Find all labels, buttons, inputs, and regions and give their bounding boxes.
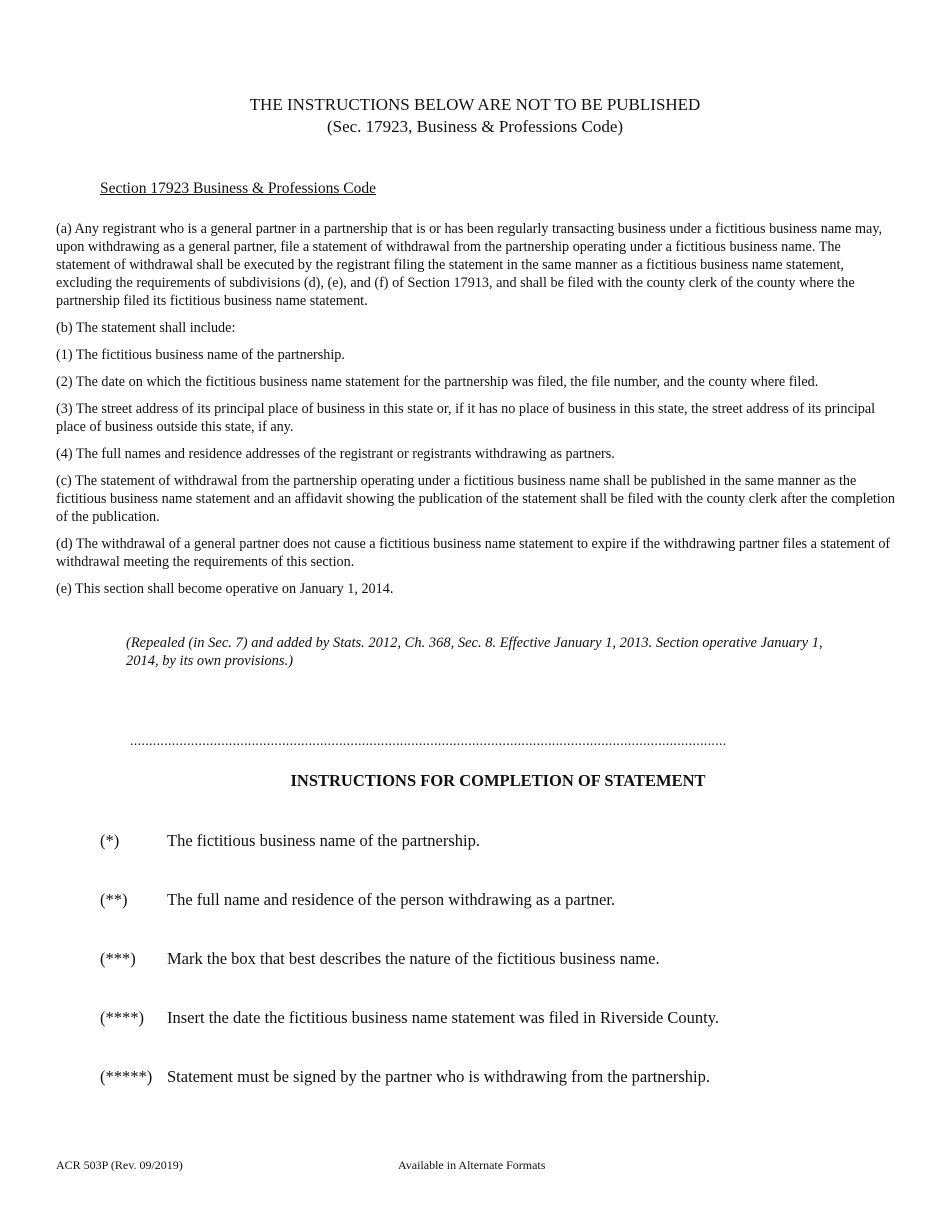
alternate-formats-note: Available in Alternate Formats — [398, 1158, 546, 1172]
paragraph-b: (b) The statement shall include: — [56, 320, 236, 336]
form-number: ACR 503P (Rev. 09/2019) — [56, 1158, 183, 1172]
paragraph-b-3: (3) The street address of its principal place of business in this state or, if it has no place of business in this state, the street address of its principal place of business outside this state, if any. — [56, 401, 876, 435]
instruction-item — [100, 889, 615, 911]
header-line-1: THE INSTRUCTIONS BELOW ARE NOT TO BE PUBLISHED — [249, 95, 701, 114]
paragraph-b-4: (4) The full names and residence addresses of the registrant or registrants withdrawing as partners. — [56, 446, 615, 462]
header-line-2: (Sec. 17923, Business & Professions Code) — [326, 117, 624, 136]
dotted-divider: ............................................................................................................................................................. — [130, 734, 727, 749]
instruction-text: Statement must be signed by the partner who is withdrawing from the partnership. — [167, 1067, 711, 1086]
instruction-mark: (***) — [100, 949, 136, 968]
paragraph-b-1: (1) The fictitious business name of the partnership. — [56, 347, 345, 363]
instruction-item — [100, 1066, 710, 1088]
instructions-title: INSTRUCTIONS FOR COMPLETION OF STATEMENT — [290, 771, 706, 790]
instruction-text: The full name and residence of the person withdrawing as a partner. — [167, 890, 616, 909]
paragraph-d: (d) The withdrawal of a general partner does not cause a fictitious business name statement to expire if the withdrawing partner files a statement of withdrawal meeting the requirements of this section. — [56, 536, 891, 570]
history-note: (Repealed (in Sec. 7) and added by Stats. 2012, Ch. 368, Sec. 8. Effective January 1, 2013. Section operative January 1, 2014, by its own provisions.) — [126, 635, 823, 669]
instruction-item — [100, 948, 660, 970]
instruction-text: The fictitious business name of the partnership. — [167, 831, 480, 850]
instruction-text: Mark the box that best describes the nature of the fictitious business name. — [167, 949, 660, 968]
instruction-mark: (*****) — [100, 1067, 153, 1086]
instruction-mark: (**) — [100, 890, 128, 909]
paragraph-c: (c) The statement of withdrawal from the partnership operating under a fictitious business name shall be published in the same manner as the fictitious business name statement and an affidavit showing the publication of the statement shall be filed with the county clerk after the completion of the publication. — [56, 473, 895, 525]
instruction-item — [100, 1007, 719, 1029]
instruction-item — [100, 830, 480, 852]
statute-text — [56, 220, 898, 607]
paragraph-b-2: (2) The date on which the fictitious business name statement for the partnership was filed, the file number, and the county where filed. — [56, 374, 819, 390]
instruction-mark: (*) — [100, 831, 120, 850]
section-title: Section 17923 Business & Professions Code — [100, 180, 376, 197]
paragraph-a: (a) Any registrant who is a general partner in a partnership that is or has been regularly transacting business under a fictitious business name may, upon withdrawing as a general partner, file a statement of withdrawal from the partnership operating under a fictitious business name. The statement of withdrawal shall be executed by the registrant filing the statement in the same manner as a fictitious business name statement, excluding the requirements of subdivisions (d), (e), and (f) of Section 17913, and shall be filed with the county clerk of the county where the partnership filed its fictitious business name statement. — [56, 221, 883, 309]
paragraph-e: (e) This section shall become operative on January 1, 2014. — [56, 581, 394, 597]
instruction-mark: (****) — [100, 1008, 144, 1027]
instruction-text: Insert the date the fictitious business name statement was filed in Riverside County. — [167, 1008, 720, 1027]
